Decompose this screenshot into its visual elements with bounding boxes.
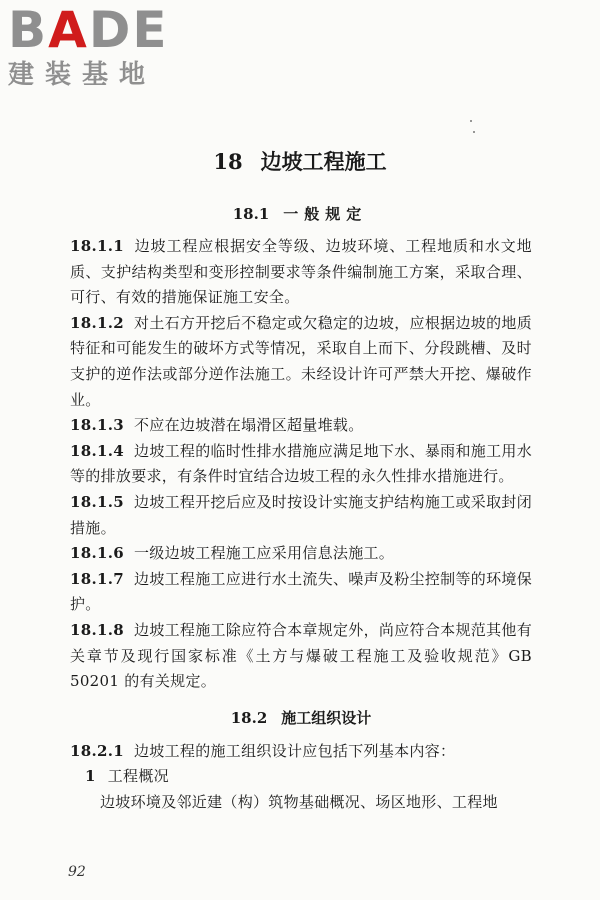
scan-speck [470, 120, 472, 122]
chapter-name: 边坡工程施工 [260, 149, 387, 174]
section-number: 18.1 [232, 205, 270, 223]
section-title: 一般规定 [283, 205, 368, 223]
clause: 18.1.4 边坡工程的临时性排水措施应满足地下水、暴雨和施工用水等的排放要求，有条件时宜结合边坡工程的永久性排水措施进行。 [70, 441, 532, 486]
scan-speck [473, 131, 475, 133]
clause: 18.1.7 边坡工程施工应进行水土流失、噪声及粉尘控制等的环境保护。 [70, 569, 532, 614]
watermark-logo [8, 1, 169, 90]
clause: 18.1.3 不应在边坡潜在塌滑区超量堆载。 [70, 416, 364, 435]
clause: 18.1.5 边坡工程开挖后应及时按设计实施支护结构施工或采取封闭措施。 [70, 492, 532, 537]
logo-subtitle: 建装基地 [8, 60, 157, 90]
clause: 18.1.2 对土石方开挖后不稳定或欠稳定的边坡，应根据边坡的地质特征和可能发生的破坏方式等情况，采取自上而下、分段跳槽、及时支护的逆作法或部分逆作法施工。未经设计许可严禁大开挖、爆破作业。 [70, 313, 532, 409]
logo-mark: BADE [8, 1, 169, 59]
clause: 18.2.1 边坡工程的施工组织设计应包括下列基本内容： [70, 741, 456, 760]
chapter-title [0, 147, 600, 177]
section-number: 18.2 [230, 708, 268, 727]
clause: 18.1.1 边坡工程应根据安全等级、边坡环境、工程地质和水文地质、支护结构类型和变形控制要求等条件编制施工方案，采取合理、可行、有效的措施保证施工安全。 [70, 237, 532, 307]
page-number: 92 [68, 864, 86, 880]
section-title: 施工组织设计 [281, 708, 372, 727]
clause: 18.1.8 边坡工程施工除应符合本章规定外，尚应符合本规范其他有关章节及现行国家标准《土方与爆破工程施工及验收规范》GB 50201 的有关规定。 [70, 620, 532, 691]
list-item-text: 边坡环境及邻近建（构）筑物基础概况、场区地形、工程地 [100, 792, 498, 811]
section-heading-18-1 [0, 203, 600, 225]
document-body [70, 234, 532, 815]
chapter-number: 18 [213, 149, 243, 174]
section-heading-18-2 [70, 707, 532, 729]
list-item: 1 工程概况 [85, 767, 169, 786]
clause: 18.1.6 一级边坡工程施工应采用信息法施工。 [70, 544, 395, 563]
